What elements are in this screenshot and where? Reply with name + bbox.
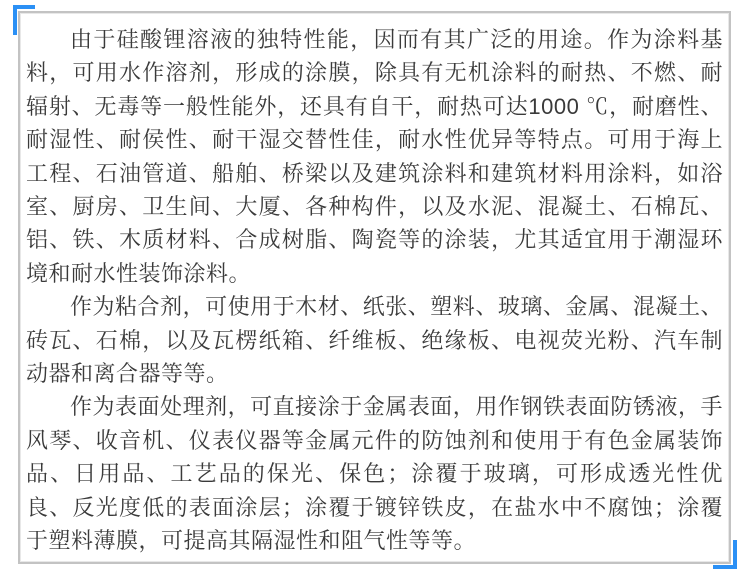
- paragraph-uses-adhesive: 作为粘合剂，可使用于木材、纸张、塑料、玻璃、金属、混凝土、砖瓦、石棉，以及瓦楞纸箱、纤维板、绝缘板、电视荧光粉、汽车制动器和离合器等等。: [26, 294, 723, 387]
- paragraph-uses-coating-base: 由于硅酸锂溶液的独特性能，因而有其广泛的用途。作为涂料基料，可用水作溶剂，形成的涂膜，除具有无机涂料的耐热、不燃、耐辐射、无毒等一般性能外，还具有自干，耐热可达1000 ℃，耐磨性、耐湿性、耐侯性、耐干湿交替性佳，耐水性优异等特点。可用于海上工程、石油管道、船舶、桥梁以及建筑涂料和建筑材料用涂料，如浴室、厨房、卫生间、大厦、各种构件，以及水泥、混凝土、石棉瓦、铝、铁、木质材料、合成树脂、陶瓷等的涂装，尤其适宜用于潮湿环境和耐水性装饰涂料。: [26, 27, 723, 286]
- document-panel: [18, 11, 731, 564]
- paragraph-uses-surface-treatment: 作为表面处理剂，可直接涂于金属表面，用作钢铁表面防锈液，手风琴、收音机、仪表仪器等金属元件的防蚀剂和使用于有色金属装饰品、日用品、工艺品的保光、保色；涂覆于玻璃，可形成透光性优良、反光度低的表面涂层；涂覆于镀锌铁皮，在盐水中不腐蚀；涂覆于塑料薄膜，可提高其隔湿性和阻气性等等。: [26, 394, 723, 554]
- corner-accent-bottom-right: [713, 540, 737, 569]
